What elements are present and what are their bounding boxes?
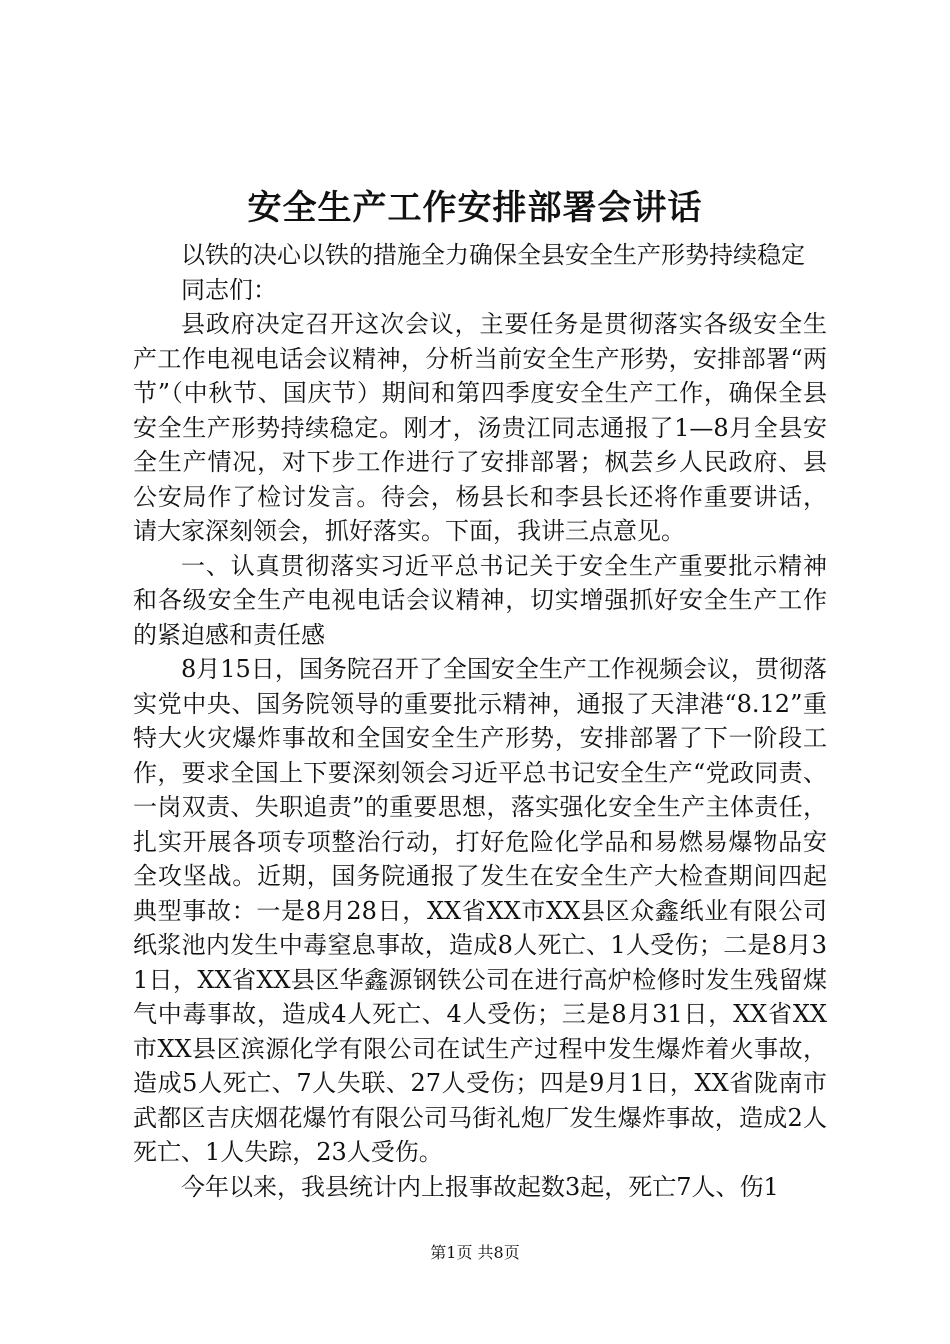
document-body [133, 238, 827, 1204]
body-paragraph: 8月15日，国务院召开了全国安全生产工作视频会议，贯彻落实党中央、国务院领导的重要批示精神，通报了天津港“8.12”重特大火灾爆炸事故和全国安全生产形势，安排部署了下一阶段工作，要求全国上下要深刻领会习近平总书记安全生产“党政同责、一岗双责、失职追责”的重要思想，落实强化安全生产主体责任，扎实开展各项专项整治行动，打好危险化学品和易燃易爆物品安全攻坚战。近期，国务院通报了发生在安全生产大检查期间四起典型事故：一是8月28日，XX省XX市XX县区众鑫纸业有限公司纸浆池内发生中毒窒息事故，造成8人死亡、1人受伤；二是8月31日，XX省XX县区华鑫源钢铁公司在进行高炉检修时发生残留煤气中毒事故，造成4人死亡、4人受伤；三是8月31日，XX省XX市XX县区滨源化学有限公司在试生产过程中发生爆炸着火事故，造成5人死亡、7人失联、27人受伤；四是9月1日，XX省陇南市武都区吉庆烟花爆竹有限公司马街礼炮厂发生爆炸事故，造成2人死亡、1人失踪，23人受伤。 [133, 655, 827, 1166]
document-title: 安全生产工作安排部署会讲话 [247, 188, 703, 228]
subtitle-paragraph: 以铁的决心以铁的措施全力确保全县安全生产形势持续稳定 [181, 241, 805, 269]
intro-paragraph: 县政府决定召开这次会议，主要任务是贯彻落实各级安全生产工作电视电话会议精神，分析当前安全生产形势，安排部署“两节”（中秋节、国庆节）期间和第四季度安全生产工作，确保全县安全生产形势持续稳定。刚才，汤贵江同志通报了1—8月全县安全生产情况，对下步工作进行了安排部署；枫芸乡人民政府、县公安局作了检讨发言。待会，杨县长和李县长还将作重要讲话，请大家深刻领会，抓好落实。下面，我讲三点意见。 [133, 310, 827, 545]
body-paragraph-continued: 今年以来，我县统计内上报事故起数3起，死亡7人、伤1 [181, 1172, 779, 1201]
salutation-paragraph: 同志们： [181, 275, 277, 304]
section-heading-1: 一、认真贯彻落实习近平总书记关于安全生产重要批示精神和各级安全生产电视电话会议精神，切实增强抓好安全生产工作的紧迫感和责任感 [133, 551, 827, 649]
page-footer: 第1页 共8页 [430, 1243, 520, 1262]
